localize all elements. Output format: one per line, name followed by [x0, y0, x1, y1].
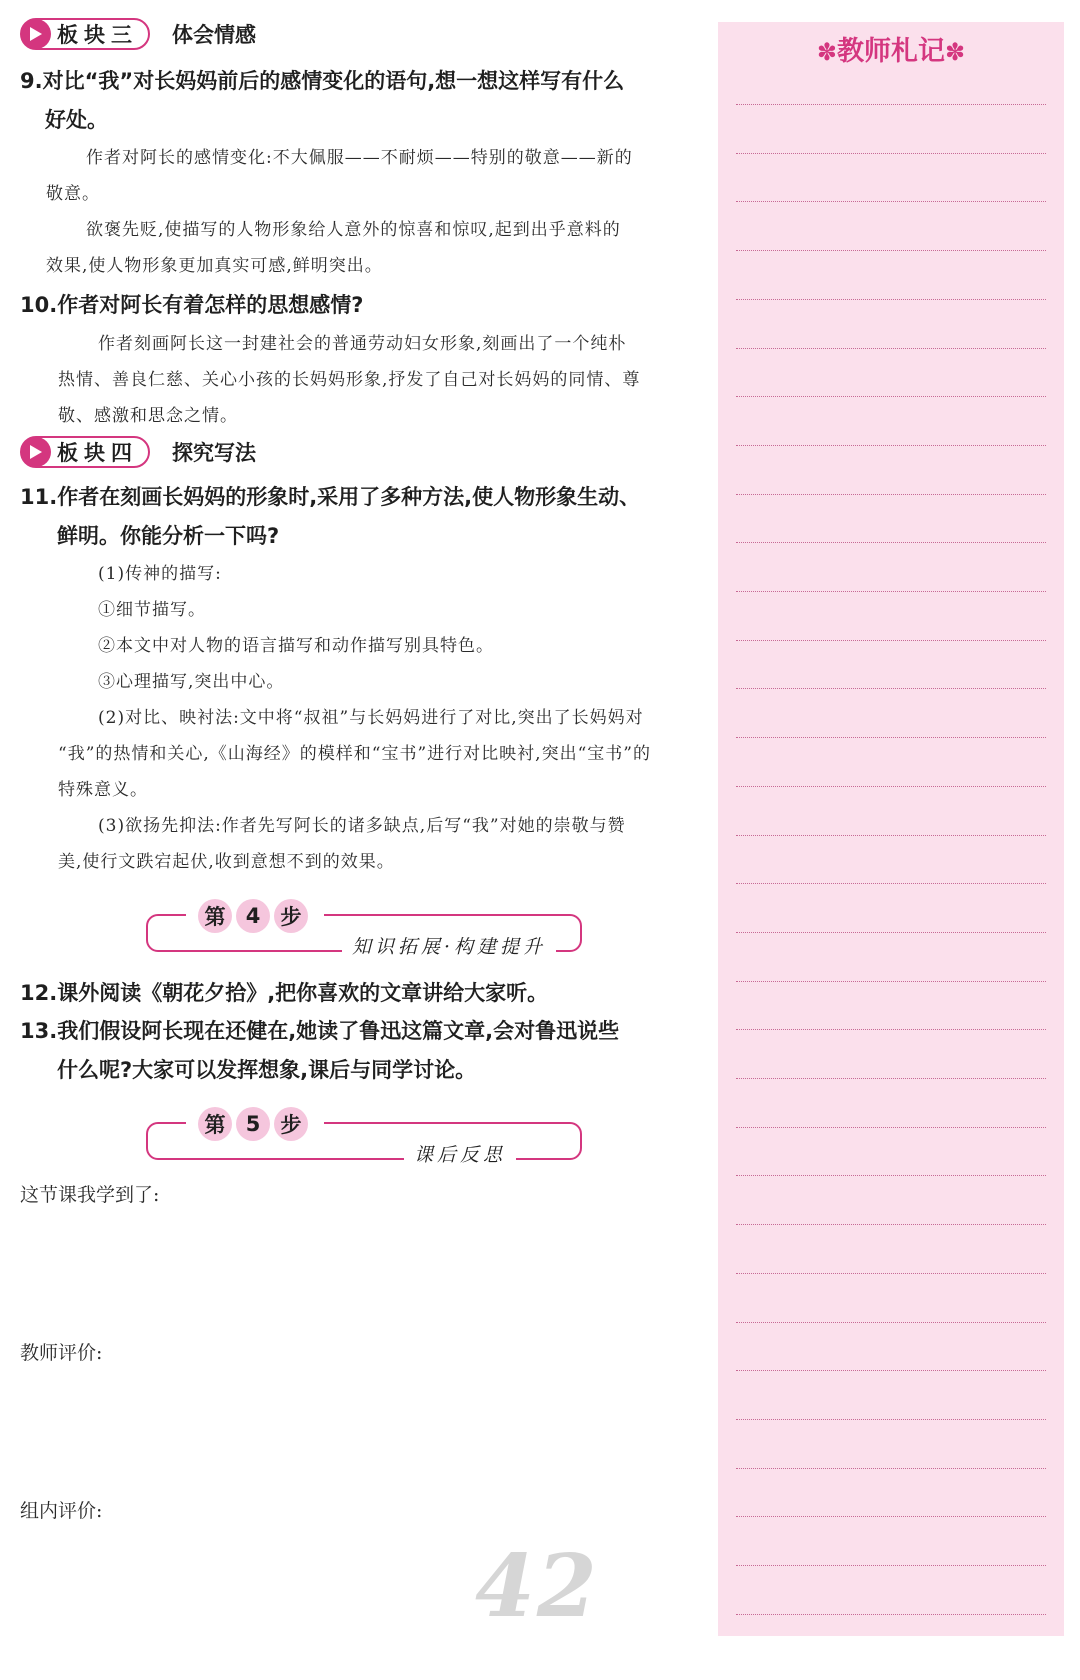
- notes-writing-line: [736, 1516, 1046, 1517]
- notes-writing-line: [736, 445, 1046, 446]
- step-char: 第: [198, 1107, 232, 1141]
- notes-writing-line: [736, 1224, 1046, 1225]
- notes-writing-line: [736, 688, 1046, 689]
- answer-text: 热情、善良仁慈、关心小孩的长妈妈形象,抒发了自己对长妈妈的同情、尊: [58, 370, 641, 390]
- section-tag-text: 板块四: [57, 441, 138, 465]
- question-12: [20, 974, 710, 1013]
- section-tag: [20, 436, 150, 468]
- notes-writing-line: [736, 640, 1046, 641]
- question-number: 10.: [20, 293, 58, 317]
- question-10: [20, 286, 710, 325]
- notes-writing-line: [736, 737, 1046, 738]
- notes-writing-line: [736, 1029, 1046, 1030]
- notes-title: [718, 30, 1064, 74]
- answer-text: ③心理描写,突出中心。: [98, 672, 285, 692]
- learned-label: 这节课我学到了:: [20, 1184, 160, 1206]
- notes-writing-line: [736, 396, 1046, 397]
- notes-writing-line: [736, 1175, 1046, 1176]
- notes-writing-line: [736, 883, 1046, 884]
- teacher-notes-panel: [718, 22, 1064, 1636]
- group-eval-label: 组内评价:: [20, 1500, 103, 1522]
- notes-writing-line: [736, 1078, 1046, 1079]
- question-text: 作者在刻画长妈妈的形象时,采用了多种方法,使人物形象生动、: [57, 485, 641, 509]
- section-title: 探究写法: [172, 441, 256, 465]
- step-char: 步: [274, 899, 308, 933]
- question-text: 课外阅读《朝花夕拾》,把你喜欢的文章讲给大家听。: [57, 981, 549, 1005]
- notes-writing-line: [736, 1419, 1046, 1420]
- section-header-3: [20, 16, 256, 52]
- answer-text: 敬意。: [46, 184, 100, 204]
- notes-writing-line: [736, 542, 1046, 543]
- step-subtitle: 课后反思: [404, 1140, 516, 1170]
- question-11: [20, 478, 710, 556]
- notes-writing-line: [736, 1273, 1046, 1274]
- notes-writing-line: [736, 1127, 1046, 1128]
- notes-writing-line: [736, 1614, 1046, 1615]
- notes-writing-line: [736, 348, 1046, 349]
- answer-text: 美,使行文跌宕起伏,收到意想不到的效果。: [58, 852, 395, 872]
- answer-text: 效果,使人物形象更加真实可感,鲜明突出。: [46, 256, 383, 276]
- notes-writing-line: [736, 591, 1046, 592]
- step-char: 第: [198, 899, 232, 933]
- notes-writing-line: [736, 835, 1046, 836]
- section-tag-text: 板块三: [57, 23, 138, 47]
- notes-writing-line: [736, 299, 1046, 300]
- step-badge: [186, 1104, 324, 1144]
- question-9: [20, 62, 710, 140]
- answer-text: “我”的热情和关心,《山海经》的模样和“宝书”进行对比映衬,突出“宝书”的: [58, 744, 651, 764]
- notes-writing-line: [736, 932, 1046, 933]
- answer-text: 作者对阿长的感情变化:不大佩服——不耐烦——特别的敬意——新的: [86, 148, 633, 168]
- answer-text: (3)欲扬先抑法:作者先写阿长的诸多缺点,后写“我”对她的崇敬与赞: [98, 816, 626, 836]
- section-title: 体会情感: [172, 23, 256, 47]
- step-number: 4: [236, 899, 270, 933]
- answer-text: ②本文中对人物的语言描写和动作描写别具特色。: [98, 636, 494, 656]
- question-text: 作者对阿长有着怎样的思想感情?: [57, 293, 364, 317]
- notes-writing-line: [736, 153, 1046, 154]
- answer-text: (1)传神的描写:: [98, 564, 222, 584]
- section-tag: [20, 18, 150, 50]
- section-header-4: [20, 434, 256, 470]
- notes-writing-line: [736, 494, 1046, 495]
- page-number: 42: [475, 1536, 599, 1637]
- question-text-cont: 好处。: [45, 108, 108, 132]
- notes-writing-line: [736, 201, 1046, 202]
- answer-text: 欲褒先贬,使描写的人物形象给人意外的惊喜和惊叹,起到出乎意料的: [86, 220, 621, 240]
- question-number: 13.: [20, 1019, 58, 1043]
- step-number: 5: [236, 1107, 270, 1141]
- teacher-eval-label: 教师评价:: [20, 1342, 103, 1364]
- step-badge: [186, 896, 324, 936]
- notes-writing-line: [736, 104, 1046, 105]
- flower-icon: ✽: [945, 38, 966, 66]
- notes-writing-line: [736, 981, 1046, 982]
- answer-text: 特殊意义。: [58, 780, 148, 800]
- step-4-banner: [146, 896, 586, 956]
- answer-text: 作者刻画阿长这一封建社会的普通劳动妇女形象,刻画出了一个纯朴: [98, 334, 627, 354]
- notes-writing-line: [736, 1468, 1046, 1469]
- question-text: 我们假设阿长现在还健在,她读了鲁迅这篇文章,会对鲁迅说些: [57, 1019, 620, 1043]
- answer-text: (2)对比、映衬法:文中将“叔祖”与长妈妈进行了对比,突出了长妈妈对: [98, 708, 644, 728]
- question-number: 11.: [20, 485, 58, 509]
- question-number: 12.: [20, 981, 58, 1005]
- notes-writing-line: [736, 1370, 1046, 1371]
- play-arrow-icon: [21, 19, 51, 49]
- question-text: 对比“我”对长妈妈前后的感情变化的语句,想一想这样写有什么: [42, 69, 625, 93]
- flower-icon: ✽: [816, 38, 837, 66]
- answer-text: 敬、感激和思念之情。: [58, 406, 238, 426]
- answer-text: ①细节描写。: [98, 600, 206, 620]
- question-13: [20, 1012, 710, 1090]
- step-5-banner: [146, 1104, 586, 1164]
- question-text-cont: 什么呢?大家可以发挥想象,课后与同学讨论。: [57, 1058, 477, 1082]
- notes-writing-line: [736, 786, 1046, 787]
- notes-writing-line: [736, 250, 1046, 251]
- question-text-cont: 鲜明。你能分析一下吗?: [57, 524, 280, 548]
- notes-title-text: 教师札记: [837, 36, 945, 67]
- step-char: 步: [274, 1107, 308, 1141]
- question-number: 9.: [20, 69, 43, 93]
- notes-writing-line: [736, 1322, 1046, 1323]
- play-arrow-icon: [21, 437, 51, 467]
- step-subtitle: 知识拓展·构建提升: [342, 932, 556, 962]
- notes-writing-line: [736, 1565, 1046, 1566]
